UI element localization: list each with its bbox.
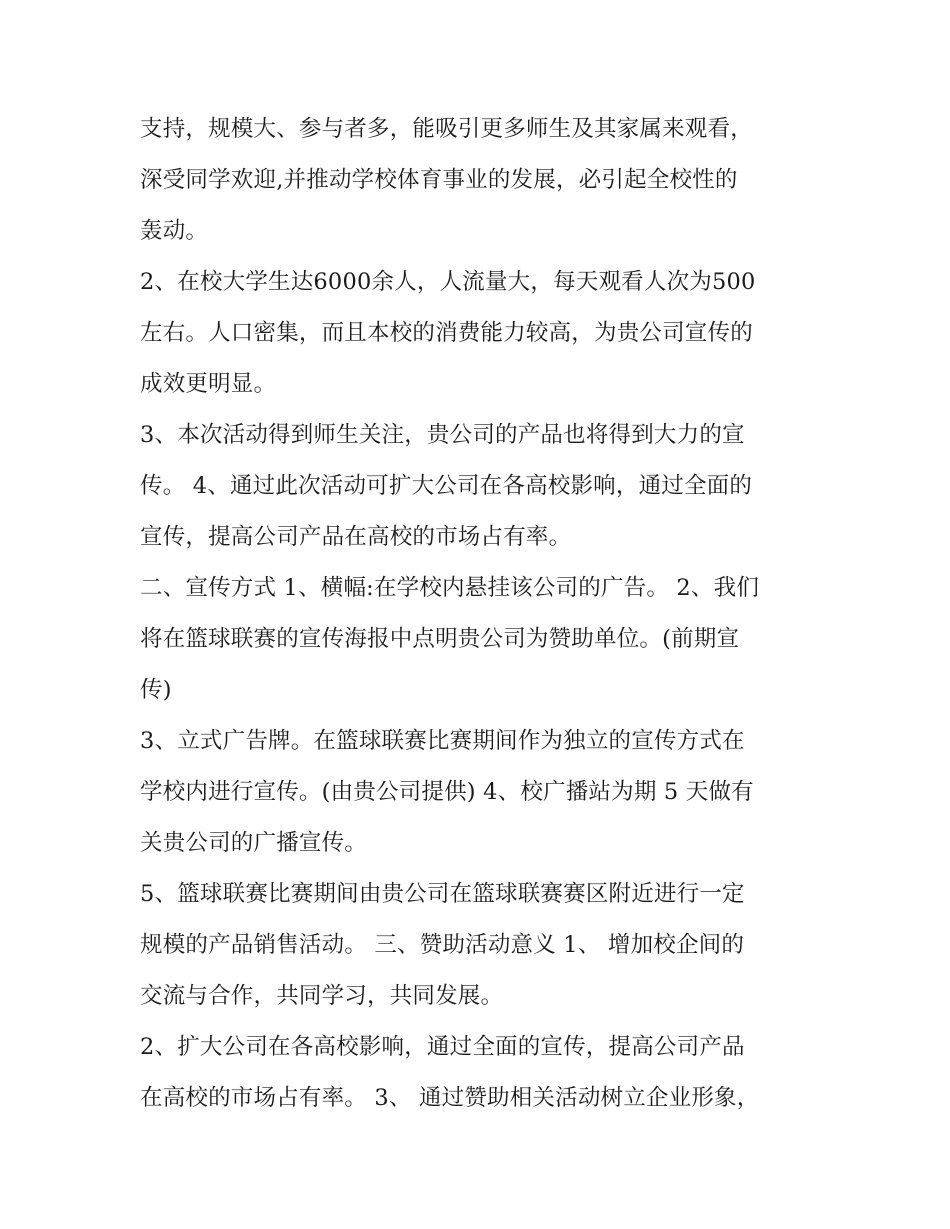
text-line: 在高校的市场占有率。 3、 通过赞助相关活动树立企业形象，	[140, 1085, 760, 1111]
text-line: 宣传，提高公司产品在高校的市场占有率。	[140, 524, 572, 550]
text-line: 3、本次活动得到师生关注，贵公司的产品也将得到大力的宣	[140, 422, 745, 448]
text-line: 深受同学欢迎,并推动学校体育事业的发展，必引起全校性的	[140, 167, 738, 193]
text-line: 规模的产品销售活动。 三、赞助活动意义 1、 增加校企间的	[140, 932, 745, 958]
text-line: 5、篮球联赛比赛期间由贵公司在篮球联赛赛区附近进行一定	[140, 881, 745, 907]
text-line: 二、宣传方式 1、横幅:在学校内悬挂该公司的广告。 2、我们	[140, 575, 760, 601]
text-line: 关贵公司的广播宣传。	[140, 830, 368, 856]
text-line: 左右。人口密集，而且本校的消费能力较高，为贵公司宣传的	[140, 320, 753, 346]
text-line: 2、在校大学生达6000余人，人流量大，每天观看人次为500	[140, 269, 756, 295]
text-line: 轰动。	[140, 218, 209, 244]
text-line: 2、扩大公司在各高校影响，通过全面的宣传，提高公司产品	[140, 1034, 745, 1060]
text-line: 交流与合作，共同学习，共同发展。	[140, 983, 504, 1009]
text-line: 将在篮球联赛的宣传海报中点明贵公司为赞助单位。(前期宣	[140, 626, 740, 652]
text-line: 学校内进行宣传。(由贵公司提供) 4、校广播站为期 5 天做有	[140, 779, 754, 805]
text-line: 成效更明显。	[140, 371, 277, 397]
text-line: 传。 4、通过此次活动可扩大公司在各高校影响，通过全面的	[140, 473, 753, 499]
text-line: 支持，规模大、参与者多，能吸引更多师生及其家属来观看，	[140, 116, 753, 142]
text-line: 3、立式广告牌。在篮球联赛比赛期间作为独立的宣传方式在	[140, 728, 745, 754]
text-line: 传)	[140, 677, 172, 703]
